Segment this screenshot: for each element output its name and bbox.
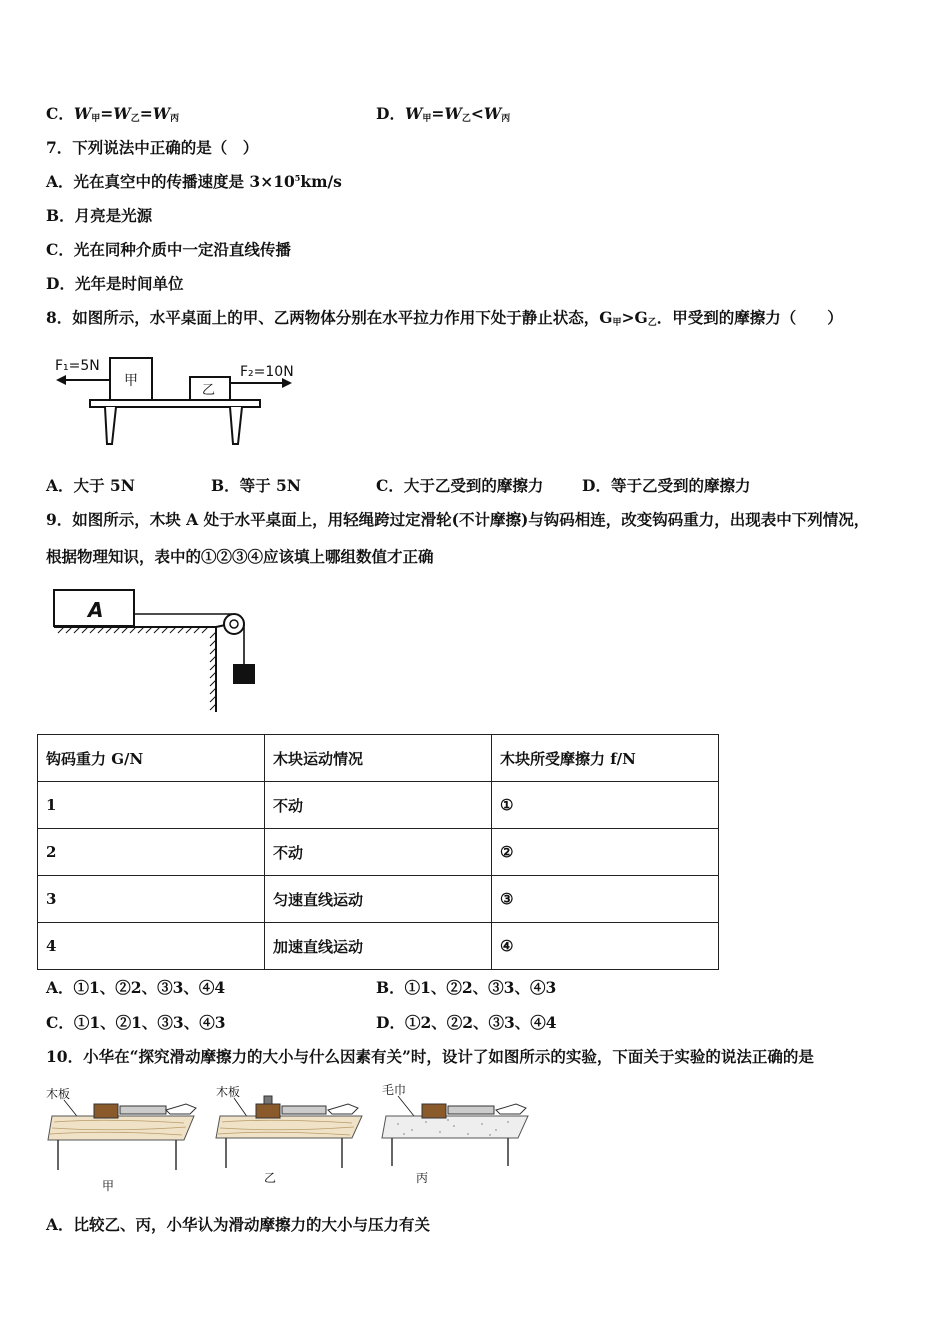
q10-figure-caption: 甲: [102, 1179, 115, 1193]
q9-option-a: A．①1、②2、③3、④4: [46, 978, 226, 997]
q8-option-b: B．等于 5N: [211, 476, 301, 495]
q10-hand: [166, 1104, 196, 1114]
q10-surface-label: 木板: [216, 1085, 241, 1099]
q10-figure-bing: [378, 1080, 538, 1192]
table-cell: 1: [38, 782, 265, 829]
q9-option-d: D．①2、②2、③3、④4: [376, 1013, 557, 1032]
q7-option-d: D．光年是时间单位: [46, 274, 184, 293]
q10-figure-caption: 乙: [264, 1171, 277, 1185]
q6-option-c: C．$W_甲=W_乙=W_丙$: [46, 104, 180, 124]
q8-figure-table-blocks: [50, 350, 310, 450]
table-cell: 匀速直线运动: [265, 876, 492, 923]
table-row: [38, 782, 719, 829]
q7-option-a: A．光在真空中的传播速度是 $3\times 10^5km/s$: [46, 172, 342, 191]
q6-option-d: D．$W_甲=W_乙<W_丙$: [376, 104, 511, 124]
q9-option-b: B．①1、②2、③3、④3: [376, 978, 557, 997]
q9-pulley-axle: [230, 620, 238, 628]
table-cell: 3: [38, 876, 265, 923]
q9-stem-line2: 根据物理知识，表中的①②③④应该填上哪组数值才正确: [46, 547, 434, 566]
q9-hook-weight: [233, 664, 255, 684]
q8-table-top: [90, 400, 260, 407]
q10-weight: [264, 1096, 272, 1104]
table-cell: 不动: [265, 829, 492, 876]
q8-stem: 8．如图所示，水平桌面上的甲、乙两物体分别在水平拉力作用下处于静止状态，$G_甲>G_乙$．甲受到的摩擦力（ ）: [46, 308, 843, 328]
q8-option-d: D．等于乙受到的摩擦力: [582, 476, 751, 495]
table-row: [38, 876, 719, 923]
table-cell: ②: [492, 829, 719, 876]
q8-table-leg-right: [230, 407, 242, 444]
q10-wood-block: [422, 1104, 446, 1118]
q10-spring-scale: [282, 1106, 326, 1114]
q9-option-c: C．①1、②1、③3、④3: [46, 1013, 226, 1032]
q10-figure-caption: 丙: [416, 1171, 429, 1185]
table-cell: ④: [492, 923, 719, 970]
q8-force-f2-label: F₂=10N: [240, 364, 294, 380]
table-cell: 4: [38, 923, 265, 970]
q9-stem-line1: 9．如图所示，木块 A 处于水平桌面上，用轻绳跨过定滑轮(不计摩擦)与钩码相连，改变钩码重力，出现表中下列情况，: [46, 510, 870, 529]
q10-spring-scale: [120, 1106, 166, 1114]
q8-block-yi-label: 乙: [202, 383, 216, 398]
table-row: [38, 829, 719, 876]
q10-option-a: A．比较乙、丙，小华认为滑动摩擦力的大小与压力有关: [46, 1215, 431, 1234]
q10-figure-yi: [212, 1082, 372, 1194]
q7-stem: 7．下列说法中正确的是（ ）: [46, 138, 259, 157]
q10-hand: [328, 1104, 358, 1114]
q10-surface-label: 毛巾: [382, 1083, 407, 1097]
q8-force-f1-label: F₁=5N: [55, 358, 100, 374]
q10-surface-label: 木板: [46, 1087, 71, 1101]
q7-option-c: C．光在同种介质中一定沿直线传播: [46, 240, 291, 259]
q10-wood-block: [94, 1104, 118, 1118]
table-header-cell: 木块运动情况: [265, 735, 492, 782]
table-header-cell: 木块所受摩擦力 f/N: [492, 735, 719, 782]
q8-option-c: C．大于乙受到的摩擦力: [376, 476, 544, 495]
q10-stem: 10．小华在“探究滑动摩擦力的大小与什么因素有关”时，设计了如图所示的实验，下面关于实验的说法正确的是: [46, 1047, 814, 1066]
q7-option-b: B．月亮是光源: [46, 206, 153, 225]
q10-wood-block: [256, 1104, 280, 1118]
q10-spring-scale: [448, 1106, 494, 1114]
q8-option-a: A．大于 5N: [46, 476, 135, 495]
q9-table: [37, 734, 719, 970]
q8-block-jia-label: 甲: [124, 373, 138, 389]
q10-label-pointer: [234, 1098, 248, 1118]
q8-table-leg-left: [105, 407, 116, 444]
q10-label-pointer: [398, 1096, 414, 1116]
table-row: [38, 923, 719, 970]
table-header-cell: 钩码重力 G/N: [38, 735, 265, 782]
table-cell: ①: [492, 782, 719, 829]
table-cell: 不动: [265, 782, 492, 829]
q10-hand: [496, 1104, 526, 1114]
q8-arrowhead-left: [56, 375, 66, 385]
table-cell: 加速直线运动: [265, 923, 492, 970]
q9-figure-pulley: [50, 588, 270, 714]
table-cell: ③: [492, 876, 719, 923]
q9-block-a-label: A: [88, 598, 104, 622]
table-cell: 2: [38, 829, 265, 876]
q10-figure-jia: [44, 1082, 204, 1194]
table-header-row: [38, 735, 719, 782]
